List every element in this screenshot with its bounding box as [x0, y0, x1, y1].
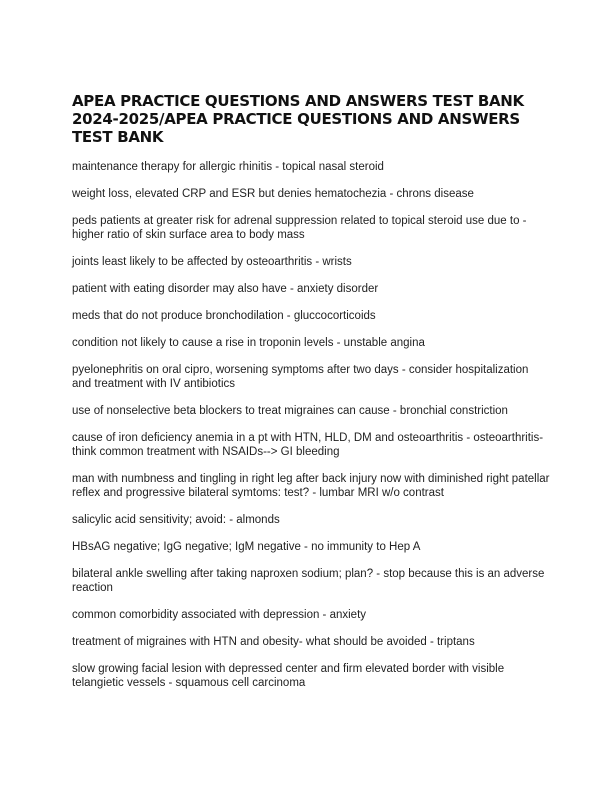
qa-item: man with numbness and tingling in right leg after back injury now with diminished right patellar reflex and progressive bilateral symtoms: test? - lumbar MRI w/o contrast	[72, 473, 550, 499]
qa-item: patient with eating disorder may also have - anxiety disorder	[72, 283, 379, 295]
qa-item: pyelonephritis on oral cipro, worsening symptoms after two days - consider hospitalization and treatment with IV antibiotics	[72, 364, 529, 390]
document-title: APEA PRACTICE QUESTIONS AND ANSWERS TEST BANK 2024-2025/APEA PRACTICE QUESTIONS AND ANSWERS TEST BANK	[72, 92, 524, 146]
qa-item: use of nonselective beta blockers to treat migraines can cause - bronchial constriction	[72, 405, 508, 417]
qa-list	[72, 160, 550, 703]
qa-item: HBsAG negative; IgG negative; IgM negative - no immunity to Hep A	[72, 541, 421, 553]
qa-item: treatment of migraines with HTN and obesity- what should be avoided - triptans	[72, 636, 475, 648]
qa-item: cause of iron deficiency anemia in a pt with HTN, HLD, DM and osteoarthritis - osteoarthritis- think common treatment with NSAIDs--> GI bleeding	[72, 432, 544, 458]
qa-item: meds that do not produce bronchodilation - gluccocorticoids	[72, 310, 376, 322]
qa-item: joints least likely to be affected by osteoarthritis - wrists	[72, 256, 352, 268]
qa-item: bilateral ankle swelling after taking naproxen sodium; plan? - stop because this is an adverse reaction	[72, 568, 545, 594]
qa-item: peds patients at greater risk for adrenal suppression related to topical steroid use due to - higher ratio of skin surface area to body mass	[72, 215, 527, 241]
qa-item: slow growing facial lesion with depressed center and firm elevated border with visible telangietic vessels - squamous cell carcinoma	[72, 663, 505, 689]
qa-item: salicylic acid sensitivity; avoid: - almonds	[72, 514, 280, 526]
qa-item: maintenance therapy for allergic rhinitis - topical nasal steroid	[72, 161, 384, 173]
qa-item: common comorbidity associated with depression - anxiety	[72, 609, 367, 621]
qa-item: condition not likely to cause a rise in troponin levels - unstable angina	[72, 337, 425, 349]
qa-item: weight loss, elevated CRP and ESR but denies hematochezia - chrons disease	[72, 188, 474, 200]
